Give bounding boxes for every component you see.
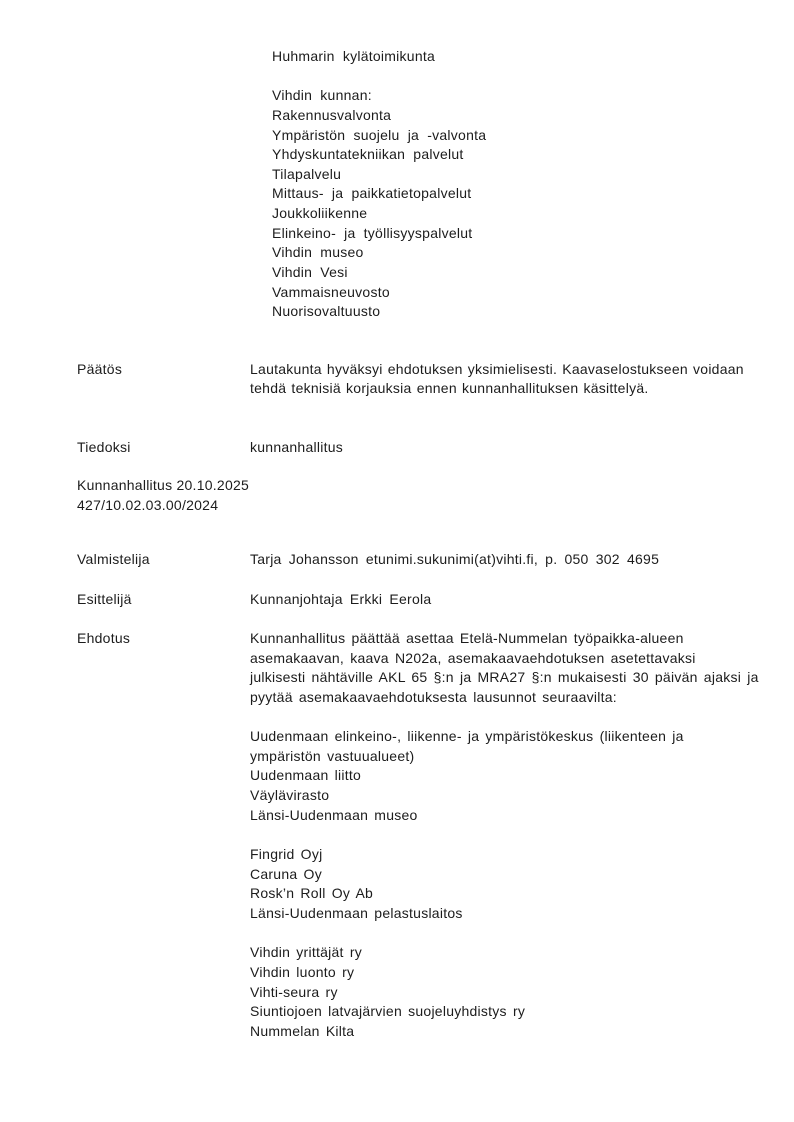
- proposal-text: [250, 629, 794, 1041]
- text-line: Siuntiojoen latvajärvien suojeluyhdistys ry: [250, 1003, 526, 1020]
- text-line: Uudenmaan liitto: [250, 767, 362, 784]
- text-line: Mittaus- ja paikkatietopalvelut: [272, 185, 472, 202]
- text-line: [250, 924, 794, 944]
- proposal-section: [0, 629, 794, 1041]
- text-line: Väylävirasto: [250, 787, 330, 804]
- case-reference: [77, 476, 249, 515]
- for-information-label: Tiedoksi: [77, 439, 131, 455]
- text-line: Vihdin yrittäjät ry: [250, 944, 362, 961]
- text-line: Länsi-Uudenmaan museo: [250, 806, 418, 823]
- text-line: Elinkeino- ja työllisyyspalvelut: [272, 224, 473, 241]
- presenter-value: Kunnanjohtaja Erkki Eerola: [250, 590, 432, 607]
- text-line: Vihti-seura ry: [250, 983, 338, 1000]
- text-line: ympäristön vastuualueet): [250, 747, 415, 764]
- proposal-label: Ehdotus: [77, 630, 131, 646]
- text-line: asemakaavan, kaava N202a, asemakaavaehdotuksen asetettavaksi: [250, 649, 696, 666]
- presenter-label: Esittelijä: [77, 590, 132, 607]
- preparer-section: [0, 550, 794, 570]
- text-line: Rakennusvalvonta: [272, 106, 392, 123]
- text-line: [250, 708, 794, 728]
- text-line: Länsi-Uudenmaan pelastuslaitos: [250, 904, 463, 921]
- text-line: Fingrid Oyj: [250, 846, 323, 863]
- text-line: julkisesti nähtäville AKL 65 §:n ja MRA27 §:n mukaisesti 30 päivän ajaksi ja: [250, 669, 759, 686]
- text-line: pyytää asemakaavaehdotuksesta lausunnot seuraavilta:: [250, 688, 617, 705]
- text-line: Tilapalvelu: [272, 165, 342, 182]
- text-line: Vihdin kunnan:: [272, 87, 372, 104]
- preparer-label: Valmistelija: [77, 551, 150, 567]
- text-line: Lautakunta hyväksyi ehdotuksen yksimielisesti. Kaavaselostukseen voidaan: [250, 360, 744, 377]
- text-line: Nummelan Kilta: [250, 1022, 355, 1039]
- distribution-list: [272, 47, 486, 322]
- decision-label: Päätös: [77, 360, 123, 377]
- text-line: 427/10.02.03.00/2024: [77, 496, 219, 513]
- text-line: [272, 67, 486, 87]
- text-line: Kunnanhallitus päättää asettaa Etelä-Nummelan työpaikka-alueen: [250, 630, 684, 646]
- decision-section: [0, 360, 794, 399]
- text-line: Yhdyskuntatekniikan palvelut: [272, 146, 464, 163]
- text-line: Joukkoliikenne: [272, 205, 368, 222]
- text-line: Ympäristön suojelu ja -valvonta: [272, 126, 487, 143]
- text-line: Vammaisneuvosto: [272, 283, 390, 300]
- text-line: Vihdin luonto ry: [250, 963, 355, 980]
- text-line: Caruna Oy: [250, 865, 322, 882]
- text-line: Rosk’n Roll Oy Ab: [250, 885, 374, 902]
- preparer-value: Tarja Johansson etunimi.sukunimi(at)vihti.fi, p. 050 302 4695: [250, 551, 660, 567]
- text-line: Uudenmaan elinkeino-, liikenne- ja ympäristökeskus (liikenteen ja: [250, 728, 684, 745]
- text-line: tehdä teknisiä korjauksia ennen kunnanhallituksen käsittelyä.: [250, 380, 649, 397]
- text-line: Vihdin Vesi: [272, 264, 348, 281]
- decision-text: [250, 360, 794, 399]
- for-information-value: kunnanhallitus: [250, 439, 344, 455]
- text-line: Huhmarin kylätoimikunta: [272, 48, 436, 64]
- text-line: Kunnanhallitus 20.10.2025: [77, 477, 250, 493]
- for-information-section: [0, 438, 794, 458]
- presenter-section: [0, 590, 794, 610]
- text-line: Vihdin museo: [272, 244, 364, 261]
- text-line: [250, 825, 794, 845]
- text-line: Nuorisovaltuusto: [272, 303, 381, 320]
